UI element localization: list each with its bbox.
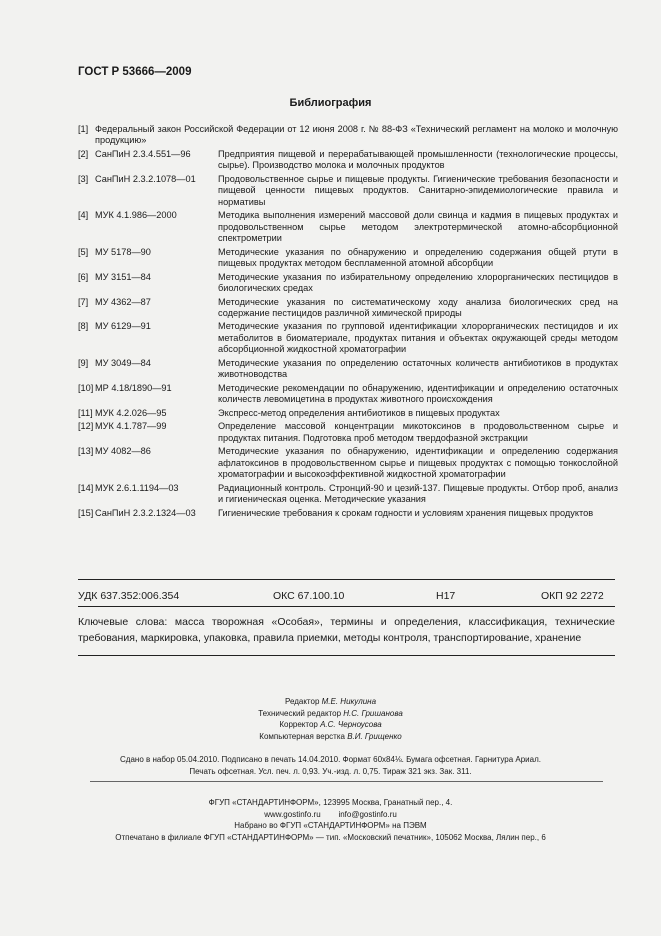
oks-code: ОКС 67.100.10 xyxy=(273,590,345,602)
entry-text: Продовольственное сырье и пищевые продукты. Гигиенические требования безопасности и пищевой ценности пищевых продуктов. Санитарно-эпидемиологические правила и нормативы xyxy=(218,173,618,207)
bibliography-entry xyxy=(78,247,618,270)
entry-text: Радиационный контроль. Стронций-90 и цезий-137. Пищевые продукты. Отбор проб, анализ и гигиеническая оценка. Методические указания xyxy=(218,482,618,504)
bibliography-entry xyxy=(78,321,618,355)
bibliography-entry xyxy=(78,358,618,381)
entry-number: [14] xyxy=(78,482,94,493)
standard-code: ГОСТ Р 53666—2009 xyxy=(78,66,192,78)
entry-text: Определение массовой концентрации микотоксинов в продовольственном сырье и продуктах питания. Подготовка проб методом твердофазной экстракции xyxy=(218,421,618,443)
entry-code: МУК 4.1.986—2000 xyxy=(95,210,177,221)
credit-line: Технический редактор Н.С. Гришанова xyxy=(258,708,403,718)
entry-code: МУК 4.2.026—95 xyxy=(95,407,167,418)
entry-number: [8] xyxy=(78,321,89,332)
bibliography-entry xyxy=(78,297,618,320)
publisher-info xyxy=(0,797,661,843)
entry-code: МУ 4082—86 xyxy=(95,446,151,457)
bibliography-entry xyxy=(78,383,618,406)
entry-number: [7] xyxy=(78,296,89,307)
print-info-line: Сдано в набор 05.04.2010. Подписано в печать 14.04.2010. Формат 60x84⅛. Бумага офсетная. Гарнитура Ариал. xyxy=(120,755,541,764)
entry-code: МР 4.18/1890—91 xyxy=(95,382,172,393)
entry-number: [11] xyxy=(78,407,93,418)
entry-text: Экспресс-метод определения антибиотиков в пищевых продуктах xyxy=(218,407,500,418)
entry-code: МУ 3049—84 xyxy=(95,357,151,368)
bibliography-entry xyxy=(78,210,618,244)
bibliography-entry xyxy=(78,408,618,419)
keywords: Ключевые слова: масса творожная «Особая», термины и определения, классификация, технические требования, маркировка, упаковка, правила приемки, методы контроля, транспортирование, хранение xyxy=(78,616,615,644)
entry-number: [10] xyxy=(78,382,94,393)
entry-text: Методические рекомендации по обнаружению, идентификации и определению остаточных количеств левомицетина в продуктах животного происхождения xyxy=(218,382,618,405)
credit-line: Компьютерная верстка В.И. Грищенко xyxy=(259,731,402,741)
publisher-line: ФГУП «СТАНДАРТИНФОРМ», 123995 Москва, Гранатный пер., 4. xyxy=(208,798,453,807)
print-info-line: Печать офсетная. Усл. печ. л. 0,93. Уч.-изд. л. 0,75. Тираж 321 экз. Зак. 311. xyxy=(189,766,472,776)
entry-number: [2] xyxy=(78,148,89,159)
bibliography-entry xyxy=(78,174,618,208)
entry-number: [15] xyxy=(78,507,94,518)
entry-code: СанПиН 2.3.2.1078—01 xyxy=(95,173,196,184)
entry-code: МУ 3151—84 xyxy=(95,271,151,282)
entry-text: Федеральный закон Российской Федерации от 12 июня 2008 г. № 88-ФЗ «Технический регламент на молоко и молочную продукцию» xyxy=(95,124,618,146)
entry-code: МУК 2.6.1.1194—03 xyxy=(95,482,179,493)
udk-code: УДК 637.352:006.354 xyxy=(78,590,180,602)
entry-code: МУ 6129—91 xyxy=(95,321,151,332)
divider-print xyxy=(90,781,603,782)
divider-middle xyxy=(78,606,615,607)
entry-code: МУ 5178—90 xyxy=(95,246,151,257)
divider-bottom xyxy=(78,655,615,656)
entry-text: Гигиенические требования к срокам годности и условиям хранения пищевых продуктов xyxy=(218,507,594,518)
credit-line: Корректор А.С. Черноусова xyxy=(279,720,382,730)
publisher-line: Набрано во ФГУП «СТАНДАРТИНФОРМ» на ПЭВМ xyxy=(234,821,427,831)
credit-line: Редактор М.Е. Никулина xyxy=(284,697,377,706)
bibliography-entry xyxy=(78,124,618,147)
entry-text: Методические указания по обнаружению, идентификации и определению содержания афлатоксинов в продовольственном сырье и пищевых продуктах с помощью тонкослойной хроматографии и высокоэффективной жидкостной хроматографии xyxy=(218,446,618,479)
entry-text: Методика выполнения измерений массовой доли свинца и кадмия в пищевых продуктах и продовольственном сырье методом электротермической атомно-абсорбционной спектрометрии xyxy=(218,210,618,243)
entry-code: СанПиН 2.3.4.551—96 xyxy=(95,148,191,159)
publisher-line: www.gostinfo.ru info@gostinfo.ru xyxy=(264,809,397,819)
bibliography-entry xyxy=(78,149,618,172)
bibliography-entry xyxy=(78,483,618,506)
publisher-line: Отпечатано в филиале ФГУП «СТАНДАРТИНФОРМ» — тип. «Московский печатник», 105062 Москва, Лялин пер., 6 xyxy=(115,832,546,842)
entry-number: [12] xyxy=(78,421,94,432)
credits xyxy=(0,696,661,742)
bibliography-list xyxy=(78,124,618,521)
entry-number: [13] xyxy=(78,446,94,457)
entry-text: Методические указания по определению остаточных количеств антибиотиков в продуктах животноводства xyxy=(218,357,618,380)
bibliography-entry xyxy=(78,446,618,480)
entry-code: МУК 4.1.787—99 xyxy=(95,421,167,432)
okp-code: ОКП 92 2272 xyxy=(541,590,604,602)
entry-text: Методические указания по групповой идентификации хлорорганических пестицидов и их метаболитов в биоматериале, продуктах питания и объектах окружающей среды методом абсорбционной жидкостной хроматографии xyxy=(218,321,618,355)
entry-text: Предприятия пищевой и перерабатывающей промышленности (технологические процессы, сырье). Производство молока и молочных продуктов xyxy=(218,148,618,171)
entry-code: СанПиН 2.3.2.1324—03 xyxy=(95,507,196,518)
entry-text: Методические указания по систематическому ходу анализа биологических сред на содержание пестицидов различной химической природы xyxy=(218,296,618,318)
bibliography-title: Библиография xyxy=(289,97,372,109)
entry-code: МУ 4362—87 xyxy=(95,296,151,307)
entry-number: [4] xyxy=(78,210,89,221)
bibliography-entry xyxy=(78,508,618,519)
bibliography-entry xyxy=(78,272,618,295)
entry-number: [1] xyxy=(78,124,89,134)
entry-number: [9] xyxy=(78,357,89,368)
print-info xyxy=(0,754,661,777)
entry-number: [3] xyxy=(78,173,89,184)
bibliography-entry xyxy=(78,421,618,444)
entry-text: Методические указания по обнаружению и определению содержания общей ртути в пищевых продуктах методом беспламенной атомной абсорбции xyxy=(218,246,618,268)
entry-text: Методические указания по избирательному определению хлорорганических пестицидов в биологических средах xyxy=(218,271,618,293)
entry-number: [6] xyxy=(78,271,89,282)
group-code: Н17 xyxy=(436,590,456,602)
divider-top xyxy=(78,579,615,580)
entry-number: [5] xyxy=(78,246,89,257)
